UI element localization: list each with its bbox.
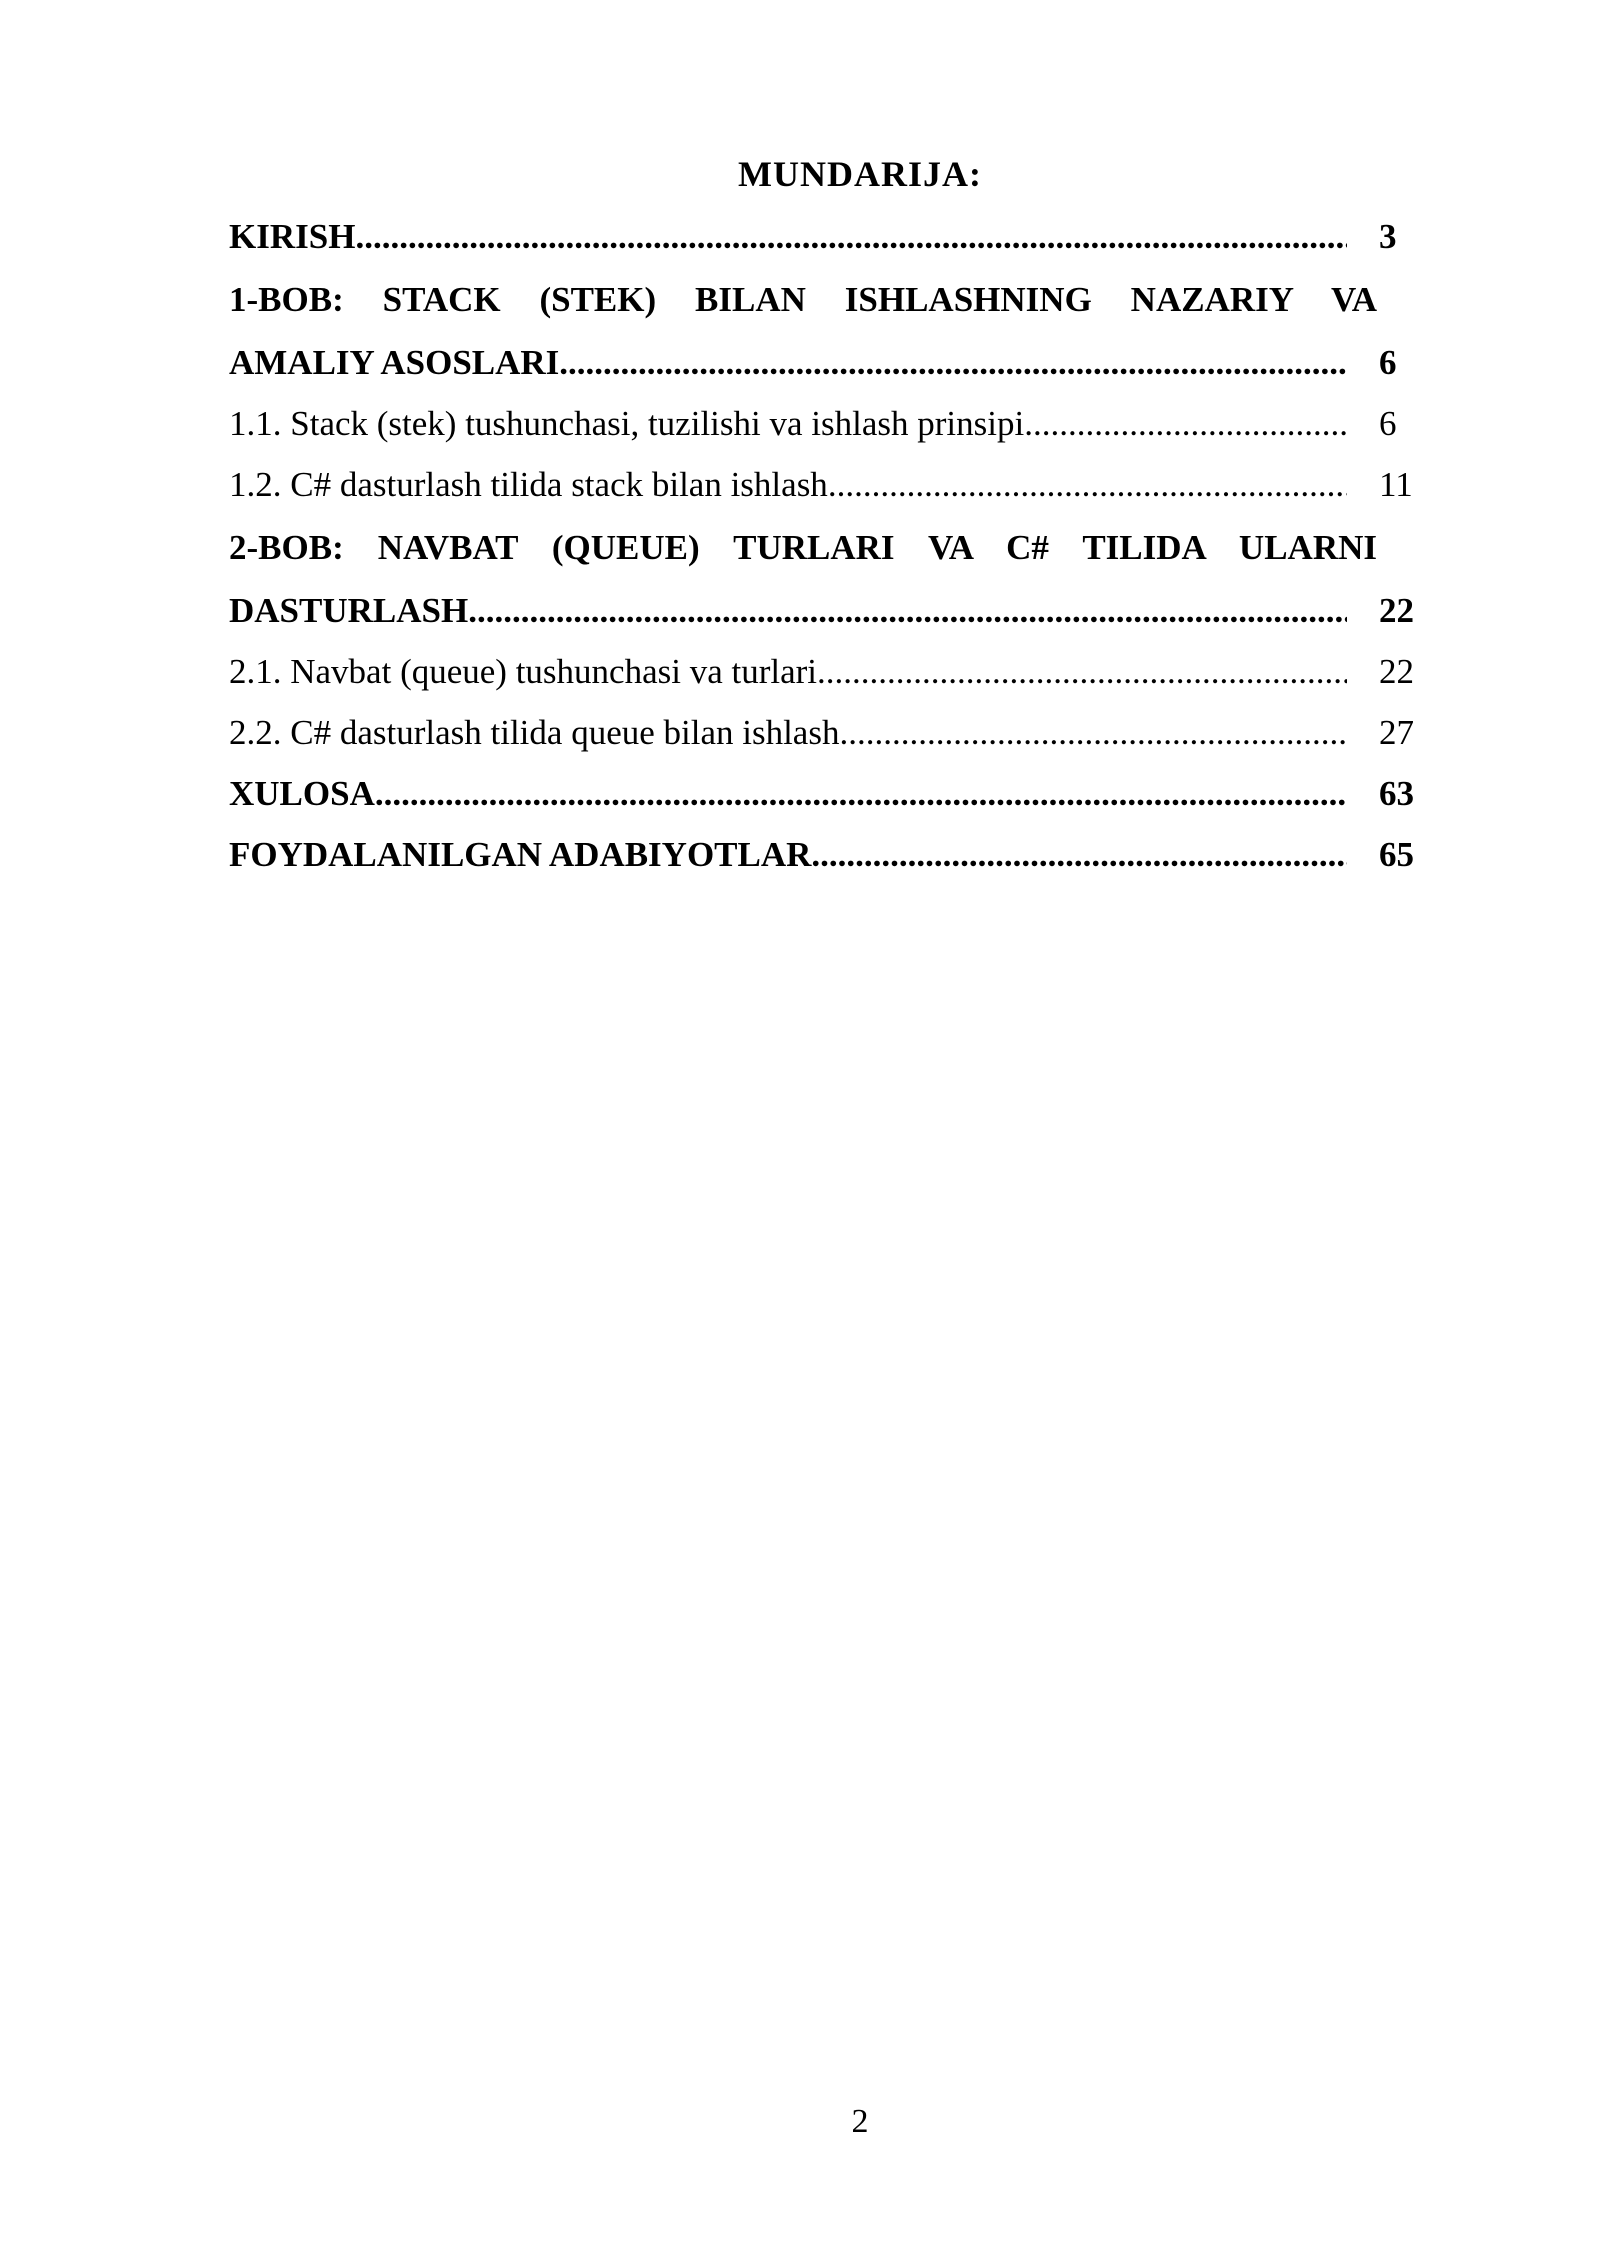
toc-leader-dots	[811, 824, 1347, 885]
toc-entry-page: 3	[1379, 217, 1397, 256]
toc-entry-page: 65	[1379, 835, 1414, 874]
toc-entry-chapter-2-heading	[229, 515, 1449, 580]
toc-entry-text: XULOSA	[229, 774, 375, 813]
toc-entry-xulosa	[229, 763, 1449, 824]
toc-entry-text: AMALIY ASOSLARI	[229, 343, 560, 382]
toc-leader-dots	[559, 332, 1347, 393]
toc-entry-section-1-1	[229, 393, 1449, 454]
toc-leader-dots	[828, 454, 1347, 515]
toc-entry-text: 2.1. Navbat (queue) tushunchasi va turlari	[229, 652, 818, 691]
toc-entry-text: 1-BOB: STACK (STEK) BILAN ISHLASHNING NAZARIY VA	[229, 280, 1377, 319]
toc-entry-text: 1.1. Stack (stek) tushunchasi, tuzilishi va ishlash prinsipi	[229, 404, 1025, 443]
toc-leader-dots	[1024, 393, 1347, 454]
toc-title: MUNDARIJA:	[738, 154, 982, 194]
toc-entry-page: 11	[1379, 465, 1413, 504]
toc-leader-dots	[468, 580, 1347, 641]
toc-entry-adabiyotlar	[229, 824, 1449, 885]
toc-entry-chapter-2	[229, 580, 1449, 641]
toc-entry-chapter-1	[229, 332, 1449, 393]
toc-entry-text: 1.2. C# dasturlash tilida stack bilan ishlash	[229, 465, 828, 504]
toc-entry-page: 27	[1379, 713, 1414, 752]
toc-leader-dots	[375, 763, 1347, 824]
toc-entry-text: KIRISH	[229, 217, 356, 256]
toc-entry-text: DASTURLASH	[229, 591, 469, 630]
toc-entry-page: 6	[1379, 404, 1397, 443]
toc-entry-section-2-2	[229, 702, 1449, 763]
toc-entry-page: 22	[1379, 652, 1414, 691]
toc-entry-chapter-1-heading	[229, 267, 1449, 332]
toc-leader-dots	[355, 206, 1347, 267]
toc-entry-section-1-2	[229, 454, 1449, 515]
toc-entry-page: 6	[1379, 343, 1397, 382]
toc-leader-dots	[839, 702, 1347, 763]
page-number: 2	[851, 2103, 869, 2140]
toc-entry-kirish	[229, 206, 1449, 267]
toc-leader-dots	[817, 641, 1347, 702]
toc-entry-section-2-1	[229, 641, 1449, 702]
table-of-contents	[229, 206, 1449, 885]
toc-entry-page: 22	[1379, 591, 1414, 630]
toc-entry-text: FOYDALANILGAN ADABIYOTLAR	[229, 835, 812, 874]
toc-entry-text: 2.2. C# dasturlash tilida queue bilan ishlash	[229, 713, 840, 752]
toc-entry-text: 2-BOB: NAVBAT (QUEUE) TURLARI VA C# TILIDA ULARNI	[229, 528, 1377, 567]
toc-entry-page: 63	[1379, 774, 1414, 813]
